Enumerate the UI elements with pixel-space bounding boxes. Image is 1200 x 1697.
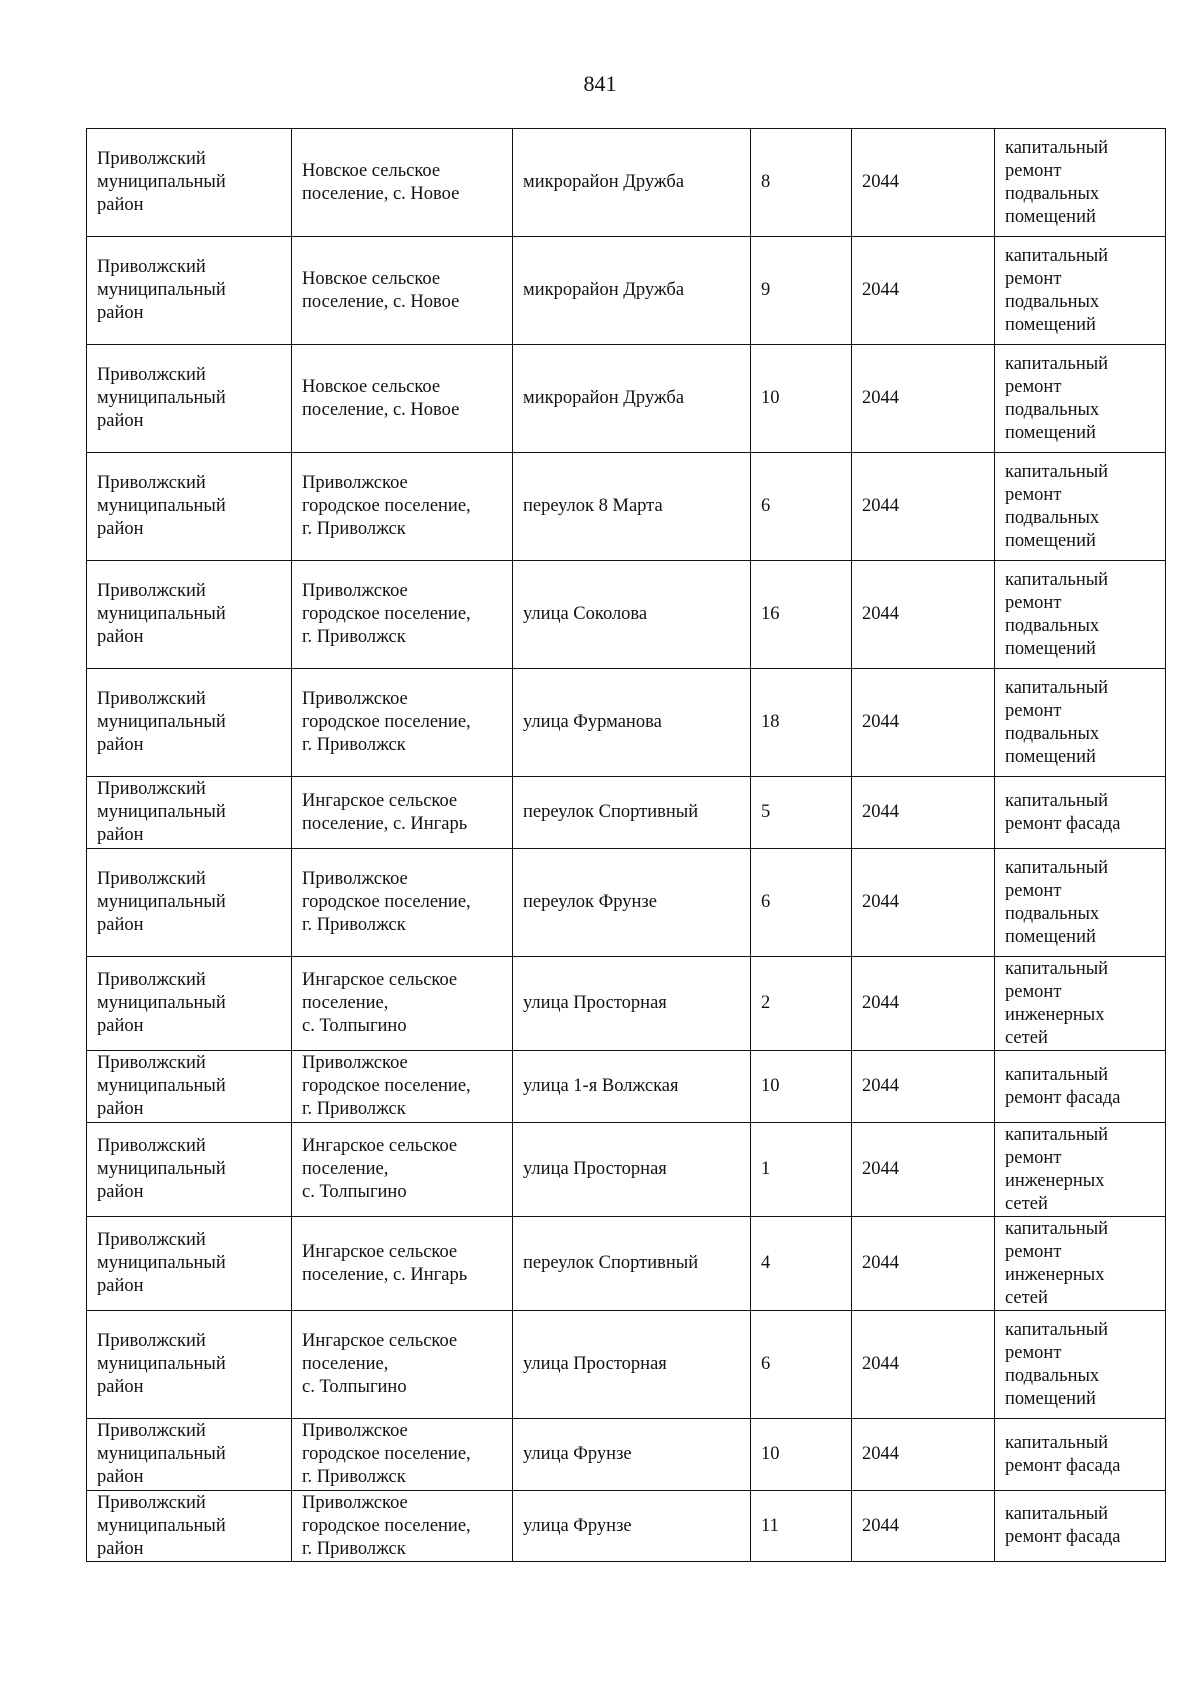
district-line: район: [97, 1377, 144, 1397]
work-line: ремонт фасада: [1005, 1087, 1121, 1108]
settlement-line: Ингарское сельское: [302, 790, 458, 811]
cell-street: микрорайон Дружба: [513, 237, 751, 345]
work-line: капитальный: [1005, 790, 1109, 811]
work-line: ремонт фасада: [1005, 1455, 1121, 1476]
table-row: [87, 1419, 1166, 1491]
cell-street: микрорайон Дружба: [513, 129, 751, 237]
settlement-line: поселение, с. Ингарь: [302, 1264, 468, 1285]
cell-year: 2044: [852, 1419, 995, 1491]
settlement-line: Ингарское сельское: [302, 1241, 458, 1262]
cell-settlement: [292, 1419, 513, 1491]
settlement-line: поселение, с. Новое: [302, 291, 460, 312]
table-row: [87, 1311, 1166, 1419]
settlement-line: Приволжское: [302, 581, 408, 601]
settlement-line: городское поселение,: [302, 1444, 471, 1464]
settlement-line: г. Приволжск: [302, 1467, 406, 1487]
work-line: капитальный: [1005, 1064, 1109, 1085]
cell-work: [995, 957, 1166, 1051]
district-line: район: [97, 627, 144, 647]
cell-house: 16: [751, 561, 852, 669]
work-line: ремонт: [1005, 1342, 1062, 1363]
work-line: помещений: [1005, 530, 1096, 551]
work-line: капитальный: [1005, 569, 1109, 590]
cell-settlement: [292, 561, 513, 669]
district-line: муниципальный: [97, 892, 226, 912]
district-line: муниципальный: [97, 1354, 226, 1374]
district-line: муниципальный: [97, 1076, 226, 1096]
settlement-line: Ингарское сельское: [302, 970, 458, 990]
work-line: ремонт: [1005, 1241, 1062, 1262]
cell-district: [87, 1217, 292, 1311]
cell-year: 2044: [852, 957, 995, 1051]
cell-settlement: [292, 1311, 513, 1419]
cell-settlement: [292, 957, 513, 1051]
settlement-line: Приволжское: [302, 1053, 408, 1073]
cell-year: 2044: [852, 777, 995, 849]
district-line: район: [97, 1016, 144, 1036]
cell-house: 9: [751, 237, 852, 345]
settlement-line: г. Приволжск: [302, 1099, 406, 1119]
cell-settlement: [292, 849, 513, 957]
work-line: сетей: [1005, 1027, 1048, 1048]
cell-work: [995, 345, 1166, 453]
cell-settlement: [292, 669, 513, 777]
district-line: район: [97, 825, 144, 845]
cell-work: [995, 129, 1166, 237]
cell-house: 10: [751, 345, 852, 453]
district-line: район: [97, 735, 144, 755]
work-line: капитальный: [1005, 245, 1109, 266]
cell-district: [87, 237, 292, 345]
cell-street: микрорайон Дружба: [513, 345, 751, 453]
table-row: [87, 1491, 1166, 1562]
cell-district: [87, 1311, 292, 1419]
district-line: муниципальный: [97, 1515, 226, 1536]
work-line: ремонт фасада: [1005, 1527, 1121, 1547]
district-line: район: [97, 1182, 144, 1202]
cell-settlement: [292, 1051, 513, 1123]
settlement-line: Приволжское: [302, 689, 408, 709]
settlement-line: г. Приволжск: [302, 627, 406, 647]
cell-house: 1: [751, 1123, 852, 1217]
cell-house: 11: [751, 1491, 852, 1562]
cell-settlement: [292, 777, 513, 849]
table-row: [87, 561, 1166, 669]
cell-house: 18: [751, 669, 852, 777]
work-line: капитальный: [1005, 958, 1109, 979]
cell-year: 2044: [852, 129, 995, 237]
cell-street: переулок Фрунзе: [513, 849, 751, 957]
cell-work: [995, 1311, 1166, 1419]
table-row: [87, 1051, 1166, 1123]
work-line: капитальный: [1005, 1218, 1109, 1239]
cell-year: 2044: [852, 1217, 995, 1311]
settlement-line: городское поселение,: [302, 496, 471, 516]
cell-street: переулок Спортивный: [513, 777, 751, 849]
cell-house: 10: [751, 1051, 852, 1123]
cell-house: 6: [751, 849, 852, 957]
work-line: помещений: [1005, 746, 1096, 767]
work-line: подвальных: [1005, 183, 1100, 204]
work-line: капитальный: [1005, 461, 1109, 482]
cell-settlement: [292, 1491, 513, 1562]
settlement-line: городское поселение,: [302, 604, 471, 624]
cell-settlement: [292, 453, 513, 561]
cell-settlement: [292, 1123, 513, 1217]
cell-settlement: [292, 1217, 513, 1311]
cell-district: [87, 129, 292, 237]
settlement-line: городское поселение,: [302, 712, 471, 732]
cell-work: [995, 1419, 1166, 1491]
cell-work: [995, 777, 1166, 849]
district-line: муниципальный: [97, 172, 226, 192]
settlement-line: с. Толпыгино: [302, 1377, 407, 1397]
cell-district: [87, 1051, 292, 1123]
work-line: ремонт: [1005, 592, 1062, 613]
cell-street: улица Фурманова: [513, 669, 751, 777]
cell-district: [87, 345, 292, 453]
cell-house: 4: [751, 1217, 852, 1311]
district-line: Приволжский: [97, 257, 206, 277]
table-row: [87, 129, 1166, 237]
work-line: ремонт: [1005, 700, 1062, 721]
cell-street: переулок Спортивный: [513, 1217, 751, 1311]
district-line: муниципальный: [97, 1444, 226, 1464]
settlement-line: Новское сельское: [302, 160, 441, 181]
cell-district: [87, 453, 292, 561]
settlement-line: городское поселение,: [302, 892, 471, 912]
work-line: ремонт фасада: [1005, 813, 1121, 834]
district-line: Приволжский: [97, 1492, 206, 1513]
cell-house: 2: [751, 957, 852, 1051]
settlement-line: городское поселение,: [302, 1076, 471, 1096]
work-line: ремонт: [1005, 376, 1062, 397]
cell-work: [995, 237, 1166, 345]
cell-year: 2044: [852, 1123, 995, 1217]
district-line: муниципальный: [97, 388, 226, 408]
cell-house: 6: [751, 1311, 852, 1419]
settlement-line: Приволжское: [302, 473, 408, 493]
work-line: помещений: [1005, 1388, 1096, 1409]
settlement-line: Приволжское: [302, 1492, 408, 1513]
table-row: [87, 1217, 1166, 1311]
work-line: капитальный: [1005, 1432, 1109, 1453]
cell-settlement: [292, 129, 513, 237]
cell-street: улица Просторная: [513, 957, 751, 1051]
settlement-line: поселение, с. Новое: [302, 399, 460, 420]
cell-district: [87, 849, 292, 957]
cell-street: улица Просторная: [513, 1123, 751, 1217]
cell-year: 2044: [852, 1311, 995, 1419]
cell-street: улица Соколова: [513, 561, 751, 669]
cell-street: улица 1-я Волжская: [513, 1051, 751, 1123]
cell-year: 2044: [852, 237, 995, 345]
settlement-line: г. Приволжск: [302, 519, 406, 539]
settlement-line: Приволжское: [302, 869, 408, 889]
cell-settlement: [292, 345, 513, 453]
cell-year: 2044: [852, 345, 995, 453]
work-line: инженерных: [1005, 1264, 1105, 1285]
district-line: Приволжский: [97, 473, 206, 493]
work-line: капитальный: [1005, 857, 1109, 878]
district-line: район: [97, 195, 144, 215]
district-line: муниципальный: [97, 604, 226, 624]
work-line: капитальный: [1005, 1319, 1109, 1340]
cell-work: [995, 453, 1166, 561]
work-line: капитальный: [1005, 353, 1109, 374]
settlement-line: городское поселение,: [302, 1515, 471, 1536]
cell-year: 2044: [852, 1051, 995, 1123]
cell-house: 8: [751, 129, 852, 237]
district-line: Приволжский: [97, 1053, 206, 1073]
cell-street: улица Просторная: [513, 1311, 751, 1419]
district-line: район: [97, 411, 144, 431]
district-line: район: [97, 519, 144, 539]
district-line: муниципальный: [97, 1253, 226, 1273]
cell-district: [87, 561, 292, 669]
cell-street: улица Фрунзе: [513, 1491, 751, 1562]
cell-district: [87, 1123, 292, 1217]
district-line: Приволжский: [97, 1230, 206, 1250]
work-line: подвальных: [1005, 291, 1100, 312]
cell-work: [995, 1123, 1166, 1217]
cell-work: [995, 1217, 1166, 1311]
table-row: [87, 669, 1166, 777]
district-line: район: [97, 303, 144, 323]
work-line: ремонт: [1005, 880, 1062, 901]
work-line: помещений: [1005, 926, 1096, 947]
table-row: [87, 345, 1166, 453]
settlement-line: поселение, с. Новое: [302, 183, 460, 204]
district-line: Приволжский: [97, 149, 206, 169]
cell-year: 2044: [852, 669, 995, 777]
work-line: ремонт: [1005, 1147, 1062, 1168]
district-line: район: [97, 915, 144, 935]
district-line: район: [97, 1538, 144, 1559]
table-row: [87, 453, 1166, 561]
district-line: Приволжский: [97, 1421, 206, 1441]
work-line: сетей: [1005, 1287, 1048, 1308]
work-line: помещений: [1005, 422, 1096, 443]
page-number: 841: [583, 71, 617, 96]
work-line: инженерных: [1005, 1170, 1105, 1191]
cell-work: [995, 1491, 1166, 1562]
district-line: муниципальный: [97, 280, 226, 300]
settlement-line: с. Толпыгино: [302, 1016, 407, 1036]
settlement-line: г. Приволжск: [302, 915, 406, 935]
work-line: сетей: [1005, 1193, 1048, 1214]
work-line: капитальный: [1005, 677, 1109, 698]
district-line: Приволжский: [97, 1331, 206, 1351]
work-line: капитальный: [1005, 1504, 1109, 1524]
settlement-line: Приволжское: [302, 1421, 408, 1441]
cell-work: [995, 1051, 1166, 1123]
table-row: [87, 237, 1166, 345]
work-line: капитальный: [1005, 137, 1109, 158]
settlement-line: поселение,: [302, 1159, 389, 1179]
settlement-line: поселение,: [302, 1354, 389, 1374]
registry-table-body: [87, 129, 1166, 1562]
cell-street: улица Фрунзе: [513, 1419, 751, 1491]
district-line: Приволжский: [97, 869, 206, 889]
cell-settlement: [292, 237, 513, 345]
work-line: подвальных: [1005, 1365, 1100, 1386]
cell-year: 2044: [852, 561, 995, 669]
table-row: [87, 777, 1166, 849]
work-line: подвальных: [1005, 903, 1100, 924]
work-line: ремонт: [1005, 981, 1062, 1002]
work-line: ремонт: [1005, 484, 1062, 505]
settlement-line: с. Толпыгино: [302, 1182, 407, 1202]
cell-work: [995, 669, 1166, 777]
cell-year: 2044: [852, 453, 995, 561]
work-line: помещений: [1005, 638, 1096, 659]
settlement-line: поселение, с. Ингарь: [302, 813, 468, 834]
cell-street: переулок 8 Марта: [513, 453, 751, 561]
cell-work: [995, 849, 1166, 957]
work-line: подвальных: [1005, 507, 1100, 528]
cell-year: 2044: [852, 1491, 995, 1562]
settlement-line: г. Приволжск: [302, 735, 406, 755]
cell-district: [87, 777, 292, 849]
cell-district: [87, 1491, 292, 1562]
cell-district: [87, 1419, 292, 1491]
settlement-line: Ингарское сельское: [302, 1136, 458, 1156]
district-line: муниципальный: [97, 712, 226, 732]
work-line: помещений: [1005, 206, 1096, 227]
cell-house: 5: [751, 777, 852, 849]
cell-district: [87, 957, 292, 1051]
work-line: помещений: [1005, 314, 1096, 335]
cell-year: 2044: [852, 849, 995, 957]
work-line: подвальных: [1005, 723, 1100, 744]
cell-work: [995, 561, 1166, 669]
district-line: Приволжский: [97, 970, 206, 990]
work-line: ремонт: [1005, 160, 1062, 181]
district-line: район: [97, 1099, 144, 1119]
settlement-line: Новское сельское: [302, 268, 441, 289]
district-line: Приволжский: [97, 779, 206, 799]
district-line: Приволжский: [97, 365, 206, 385]
settlement-line: Ингарское сельское: [302, 1331, 458, 1351]
cell-district: [87, 669, 292, 777]
district-line: муниципальный: [97, 1159, 226, 1179]
work-line: подвальных: [1005, 615, 1100, 636]
settlement-line: г. Приволжск: [302, 1538, 406, 1559]
work-line: капитальный: [1005, 1124, 1109, 1145]
district-line: муниципальный: [97, 993, 226, 1013]
district-line: Приволжский: [97, 1136, 206, 1156]
settlement-line: Новское сельское: [302, 376, 441, 397]
work-line: подвальных: [1005, 399, 1100, 420]
cell-house: 10: [751, 1419, 852, 1491]
settlement-line: поселение,: [302, 993, 389, 1013]
district-line: Приволжский: [97, 581, 206, 601]
district-line: район: [97, 1467, 144, 1487]
table-row: [87, 1123, 1166, 1217]
cell-house: 6: [751, 453, 852, 561]
table-row: [87, 849, 1166, 957]
district-line: район: [97, 1276, 144, 1296]
work-line: инженерных: [1005, 1004, 1105, 1025]
district-line: муниципальный: [97, 496, 226, 516]
table-row: [87, 957, 1166, 1051]
district-line: муниципальный: [97, 802, 226, 822]
registry-table: [86, 128, 1166, 1562]
district-line: Приволжский: [97, 689, 206, 709]
work-line: ремонт: [1005, 268, 1062, 289]
